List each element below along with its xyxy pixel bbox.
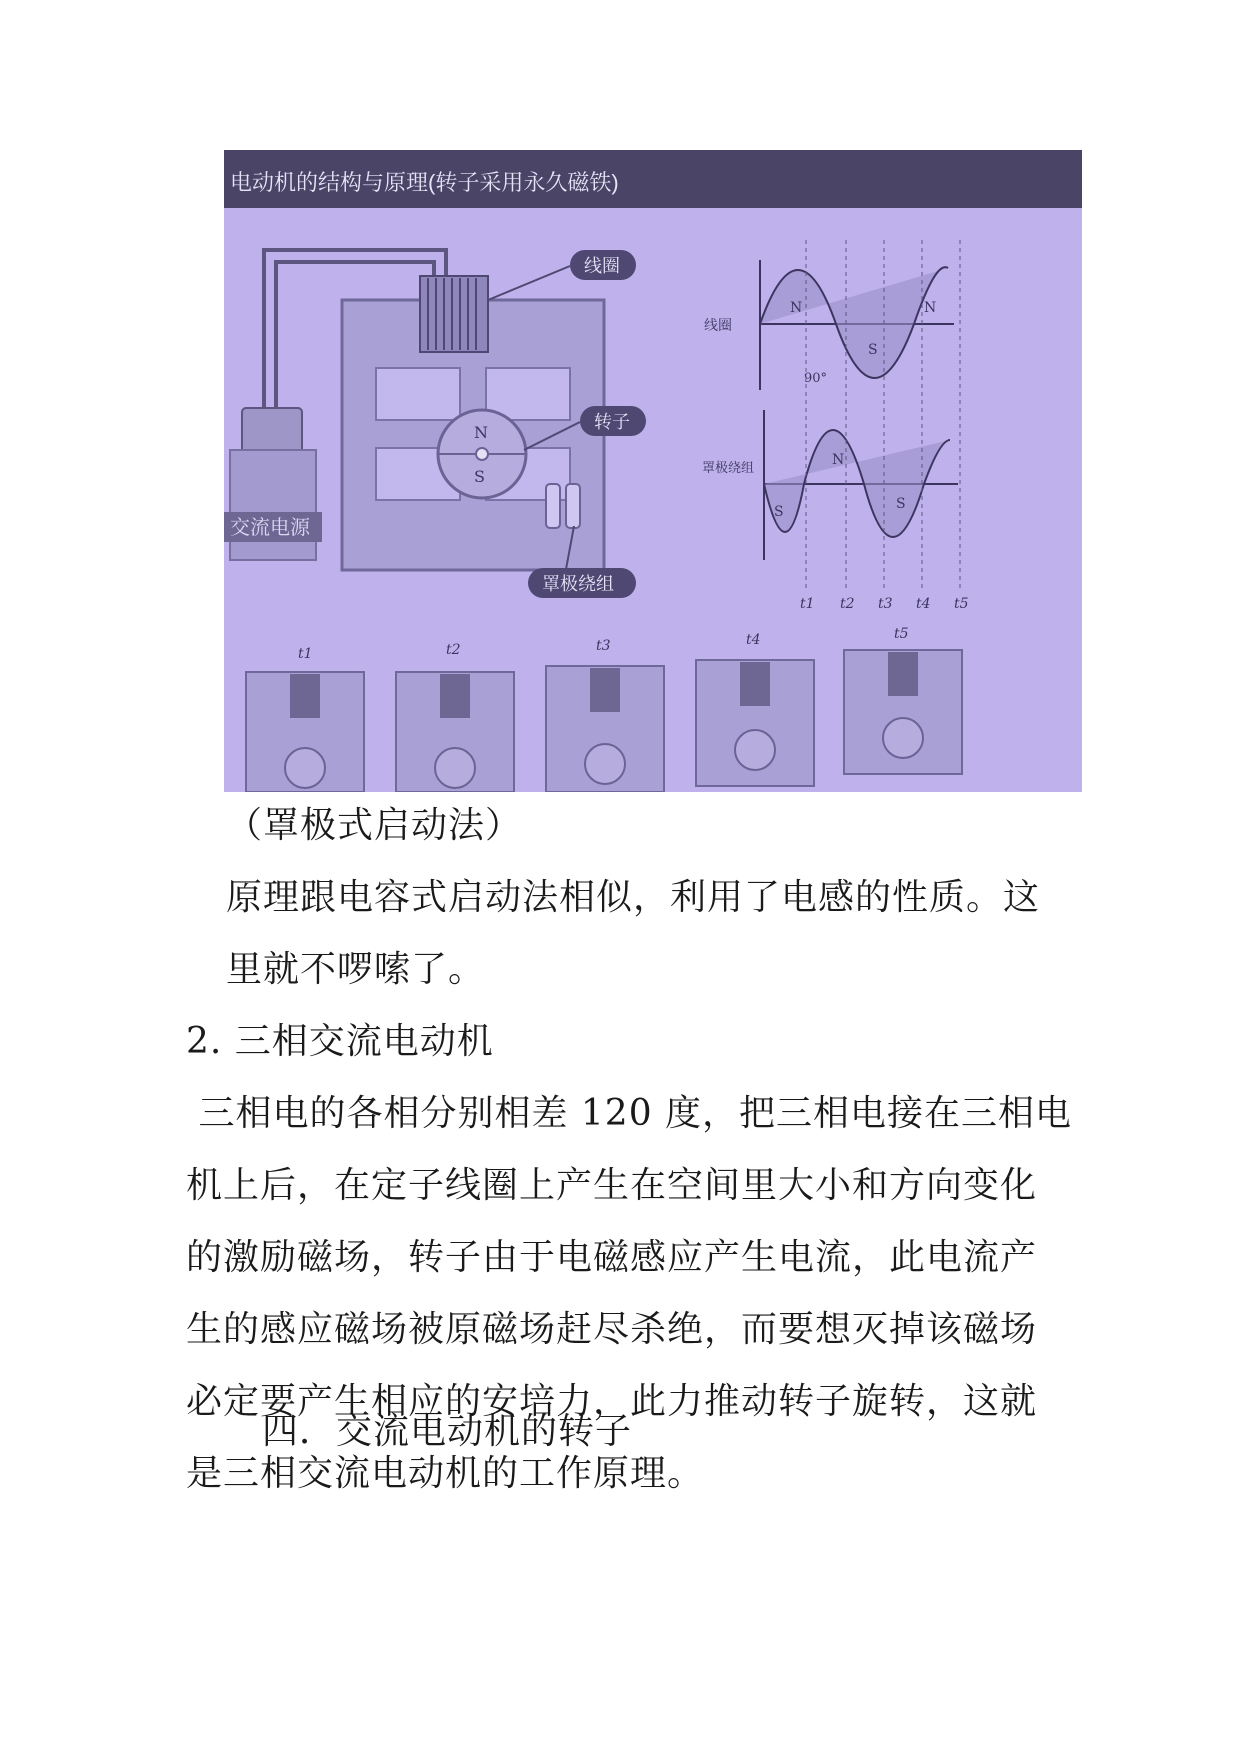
waveform-shaded-pole	[702, 410, 958, 560]
small-motor-rotor	[883, 718, 923, 758]
small-motor-coil	[440, 674, 470, 718]
shaded-pole-ring	[546, 484, 560, 528]
time-label-t3: t3	[878, 596, 893, 612]
wave2-n: N	[832, 452, 845, 468]
small-motor-rotor	[735, 730, 775, 770]
time-label-t2: t2	[840, 596, 855, 612]
power-label: 交流电源	[230, 517, 310, 539]
angle-label: 90°	[804, 371, 828, 386]
rotor-axle	[476, 448, 488, 460]
small-motor-coil	[888, 652, 918, 696]
motor-diagram	[224, 150, 1082, 792]
paragraph-line: 原理跟电容式启动法相似，利用了电感的性质。这	[226, 877, 1041, 918]
paragraph-line: 必定要产生相应的安培力，此力推动转子旋转，这就	[186, 1381, 1038, 1422]
paragraph-line: 的激励磁场，转子由于电磁感应产生电流，此电流产	[186, 1237, 1038, 1278]
coil	[420, 276, 488, 352]
paragraph-line: 里就不啰嗦了。	[226, 949, 486, 990]
waveform-coil	[704, 260, 954, 390]
stator-slot	[376, 368, 460, 420]
seq-label-t2: t2	[446, 642, 461, 658]
wave1-n2: N	[924, 300, 937, 316]
figure-banner-title: 电动机的结构与原理(转子采用永久磁铁)	[230, 170, 619, 195]
time-label-t1: t1	[800, 596, 815, 612]
section-heading-rotor: 四．交流电动机的转子	[262, 1411, 633, 1452]
seq-label-t5: t5	[894, 626, 909, 642]
paragraph-line: 机上后，在定子线圈上产生在空间里大小和方向变化	[186, 1165, 1038, 1206]
wave1-s: S	[868, 342, 878, 358]
seq-label-t1: t1	[298, 646, 313, 662]
small-motor-rotor	[435, 748, 475, 788]
coil-callout-label: 线圈	[584, 256, 620, 276]
small-motor-rotor	[285, 748, 325, 788]
figure-photo	[224, 150, 1082, 792]
rotor-s-label: S	[474, 467, 485, 486]
wave2-label: 罩极绕组	[702, 460, 755, 475]
paragraph-line: 生的感应磁场被原磁场赶尽杀绝，而要想灭掉该磁场	[186, 1309, 1038, 1350]
wave2-s: S	[774, 504, 784, 520]
motor-sequence	[246, 626, 962, 792]
time-label-t5: t5	[954, 596, 969, 612]
small-motor-rotor	[585, 744, 625, 784]
wave1-label: 线圈	[704, 317, 732, 333]
section-heading-three-phase: 2. 三相交流电动机	[186, 1021, 494, 1062]
rotor-callout-label: 转子	[594, 412, 630, 432]
small-motor-coil	[290, 674, 320, 718]
paragraph-line: 三相电的各相分别相差 120 度，把三相电接在三相电	[186, 1093, 1073, 1134]
power-socket	[230, 450, 316, 560]
paragraph-shaded-pole	[226, 862, 1040, 1006]
paragraph-line: 是三相交流电动机的工作原理。	[186, 1453, 705, 1494]
seq-label-t3: t3	[596, 638, 611, 654]
wave2-s2: S	[896, 496, 906, 512]
small-motor-coil	[590, 668, 620, 712]
rotor-n-label: N	[474, 423, 488, 442]
seq-label-t4: t4	[746, 632, 761, 648]
shaded-pole-ring	[566, 484, 580, 528]
wave1-n: N	[790, 300, 803, 316]
small-motor-coil	[740, 662, 770, 706]
shaded-pole-callout-label: 罩极绕组	[542, 574, 614, 594]
time-label-t4: t4	[916, 596, 931, 612]
figure-caption: （罩极式启动法）	[226, 805, 523, 846]
